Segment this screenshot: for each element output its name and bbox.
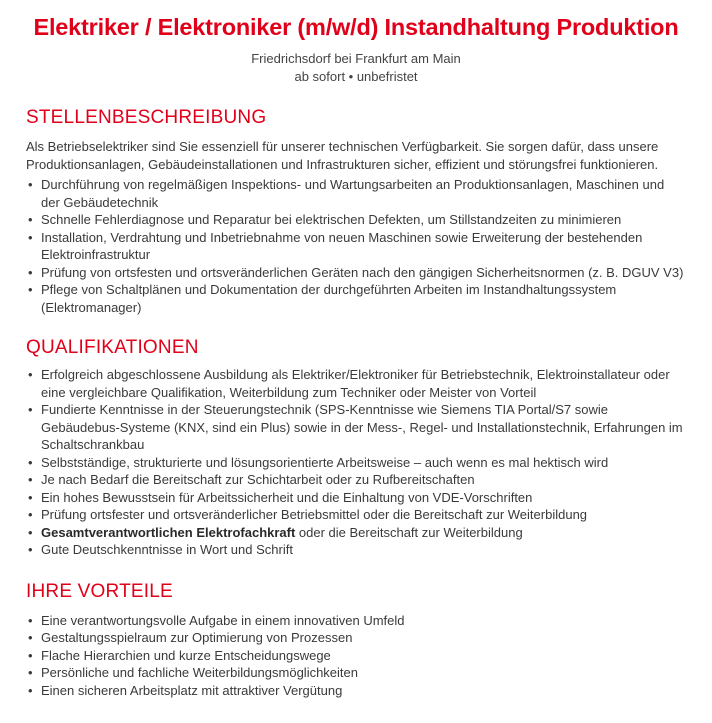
bullet-icon: • xyxy=(28,472,33,487)
list-item: • Gestaltungsspielraum zur Optimierung von Prozessen xyxy=(28,630,353,645)
list-item: • Persönliche und fachliche Weiterbildungsmöglichkeiten xyxy=(28,665,358,680)
list-item: • Prüfung von ortsfesten und ortsveränderlichen Geräten nach den gängigen Sicherheitsnormen (z. B. DGUV V3) xyxy=(28,264,684,280)
bullet-icon: • xyxy=(28,630,33,645)
list-item: • Installation, Verdrahtung und Inbetriebnahme von neuen Maschinen sowie Erweiterung der bestehenden Elektroinfrastruktur xyxy=(28,229,643,262)
bullet-icon: • xyxy=(28,177,33,192)
bullet-icon: • xyxy=(28,454,33,470)
list-item: • Ein hohes Bewusstsein für Arbeitssicherheit und die Einhaltung von VDE-Vorschriften xyxy=(28,489,533,505)
benefits-list xyxy=(26,612,686,700)
bullet-icon: • xyxy=(28,665,33,680)
description-intro: Als Betriebselektriker sind Sie essenziell für unserer technischen Verfügbarkeit. Sie sorgen dafür, dass unsere Produktionsanlagen, Gebäudeinstallationen und Infrastrukturen sicher, effizient und störungsfrei funktionieren. xyxy=(26,139,659,172)
bullet-icon: • xyxy=(28,542,33,557)
bullet-icon: • xyxy=(28,212,33,227)
job-location: Friedrichsdorf bei Frankfurt am Main xyxy=(251,51,461,66)
bullet-icon: • xyxy=(28,647,33,663)
list-item: • Selbstständige, strukturierte und lösungsorientierte Arbeitsweise – auch wenn es mal hektisch wird xyxy=(28,454,609,470)
bullet-icon: • xyxy=(28,489,33,505)
list-item: • Durchführung von regelmäßigen Inspektions- und Wartungsarbeiten an Produktionsanlagen, Maschinen und der Gebäudetechnik xyxy=(28,177,665,210)
list-item: • Je nach Bedarf die Bereitschaft zur Schichtarbeit oder zu Rufbereitschaften xyxy=(28,472,475,487)
list-item: • Gute Deutschkenntnisse in Wort und Schrift xyxy=(28,542,293,557)
list-item: • Fundierte Kenntnisse in der Steuerungstechnik (SPS-Kenntnisse wie Siemens TIA Portal/S7 sowie Gebäudebus-Systeme (KNX, sind ein Plus) sowie in der Mess-, Regel- und Installationstechnik, Erfahrungen im Schaltschrankbau xyxy=(28,402,683,452)
bullet-icon: • xyxy=(28,367,33,382)
job-employment-type: ab sofort • unbefristet xyxy=(294,69,418,84)
list-item: • Schnelle Fehlerdiagnose und Reparatur bei elektrischen Defekten, um Stillstandzeiten zu minimieren xyxy=(28,212,622,227)
list-item: • Prüfung ortsfester und ortsveränderlicher Betriebsmittel oder die Bereitschaft zur Weiterbildung xyxy=(28,507,588,522)
description-list xyxy=(26,176,686,316)
bullet-icon: • xyxy=(28,524,33,540)
list-item: • Eine verantwortungsvolle Aufgabe in einem innovativen Umfeld xyxy=(28,612,405,628)
bullet-icon: • xyxy=(28,507,33,522)
list-item: • Pflege von Schaltplänen und Dokumentation der durchgeführten Arbeiten im Instandhaltungssystem (Elektromanager) xyxy=(28,282,617,315)
bullet-icon: • xyxy=(28,264,33,280)
bullet-icon: • xyxy=(28,282,33,297)
section-heading-description: STELLENBESCHREIBUNG xyxy=(26,107,267,128)
section-heading-qualifications: QUALIFIKATIONEN xyxy=(26,337,199,358)
qualifications-list xyxy=(26,366,686,559)
job-meta xyxy=(26,50,686,86)
bold-text: Gesamtverantwortlichen Elektrofachkraft xyxy=(41,524,296,540)
list-item: • Einen sicheren Arbeitsplatz mit attraktiver Vergütung xyxy=(28,682,343,698)
job-title: Elektriker / Elektroniker (m/w/d) Instandhaltung Produktion xyxy=(33,14,679,40)
bullet-icon: • xyxy=(28,612,33,628)
section-heading-benefits: IHRE VORTEILE xyxy=(26,580,173,602)
list-item: • Gesamtverantwortlichen Elektrofachkraft oder die Bereitschaft zur Weiterbildung xyxy=(28,524,523,540)
list-item: • Flache Hierarchien und kurze Entscheidungswege xyxy=(28,647,331,663)
bullet-icon: • xyxy=(28,402,33,417)
bullet-icon: • xyxy=(28,682,33,698)
list-item: • Erfolgreich abgeschlossene Ausbildung als Elektriker/Elektroniker für Betriebstechnik, Elektroinstallateur oder eine vergleichbare Qualifikation, Weiterbildung zum Techniker oder Meister von Vorteil xyxy=(28,367,670,400)
bullet-icon: • xyxy=(28,229,33,245)
